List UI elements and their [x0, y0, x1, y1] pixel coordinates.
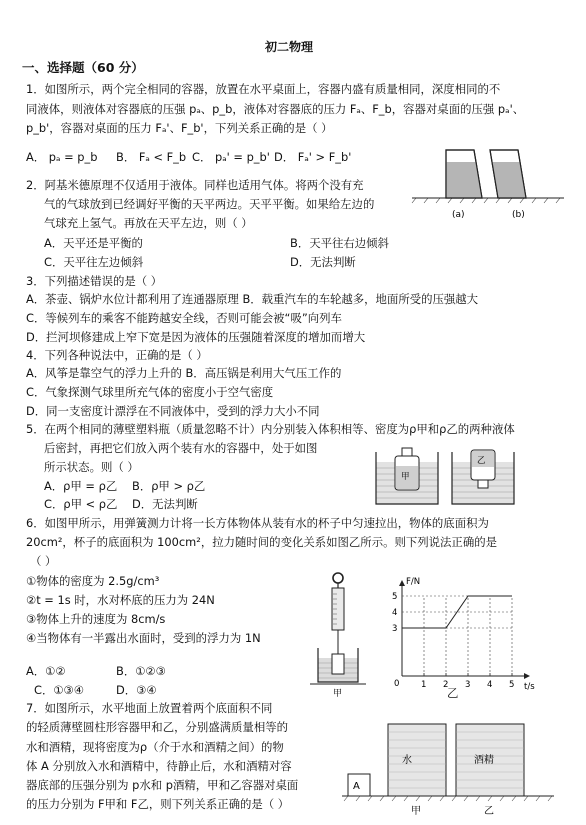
q5-bottles-figure [372, 446, 522, 510]
q6-statement-4: ④当物体有一半露出水面时，受到的浮力为 1N [26, 631, 261, 645]
graph-y-tick-5: 5 [392, 592, 398, 602]
q1-line-3: p_b'，容器对桌面的压力 Fₐ'、F_b'，下列关系正确的是（ ） [26, 121, 333, 135]
container-jia-label: 甲 [411, 806, 421, 817]
graph-y-tick-4: 4 [392, 608, 398, 618]
q3-line-2: C．等候列车的乘客不能跨越安全线，否则可能会被“吸”向列车 [26, 311, 342, 325]
fig-label-jia: 甲 [333, 689, 343, 698]
graph-y-tick-3: 3 [392, 624, 398, 634]
q7-line-3: 水和酒精，现将密度为ρ（介于水和酒精之间）的物 [26, 740, 284, 754]
graph-x-tick-1: 1 [421, 680, 427, 690]
q2-line-3: 气球充上氢气。再放在天平左边，则（ ） [44, 216, 253, 230]
q7-line-5: 器底部的压强分别为 p水和 p酒精，甲和乙容器对桌面 [26, 778, 299, 792]
block-a-label: A [353, 781, 360, 792]
graph-x-tick-3: 3 [465, 680, 471, 690]
q4-line-2: C．气象探测气球里所充气体的密度小于空气密度 [26, 385, 274, 399]
q3-line-3: D．拦河坝修建成上窄下宽是因为液体的压强随着深度的增加而增大 [26, 330, 366, 344]
q5-line-2: 后密封，再把它们放入两个装有水的容器中，处于如图 [44, 441, 318, 455]
q7-line-1: 7．如图所示，水平地面上放置着两个底面积不同 [26, 701, 273, 715]
graph-x-axis-label: t/s [524, 682, 535, 692]
q5-line-1: 5．在两个相同的薄壁塑料瓶（质量忽略不计）内分别装入体积相等、密度为ρ甲和ρ乙的两种液体 [26, 422, 515, 436]
q3-line-1: A．茶壶、锅炉水位计都利用了连通器原理 B．载重汽车的车轮越多，地面所受的压强越大 [26, 292, 479, 306]
q2-option-d: D．无法判断 [290, 255, 356, 269]
q1-option-a: A． pₐ = p_b [26, 150, 98, 164]
q1-option-c: C． pₐ' = p_b' [192, 150, 270, 164]
q3-stem: 3．下列描述错误的是（ ） [26, 274, 163, 288]
bottle-yi-label: 乙 [477, 456, 486, 466]
bottle-jia-label: 甲 [401, 472, 410, 482]
page-title: 初二物理 [265, 40, 314, 54]
q5-option-a: A．ρ甲 = ρ乙 [44, 479, 118, 493]
graph-x-tick-5: 5 [509, 680, 515, 690]
q6-line-2: 20cm²，杯子的底面积为 100cm²，拉力随时间的变化关系如图乙所示。则下列说法正确的是 [26, 535, 497, 549]
q2-line-2: 气的气球放到已经调好平衡的天平两边。天平平衡。如果给左边的 [44, 197, 375, 211]
fig-label-b: (b) [512, 210, 525, 220]
q6-statement-1: ①物体的密度为 2.5g/cm³ [26, 574, 160, 588]
q4-line-1: A．风筝是靠空气的浮力上升的 B．高压锅是利用大气压工作的 [26, 366, 342, 380]
q1-containers-figure [408, 140, 568, 222]
q6-line-3: （ ） [30, 554, 57, 568]
q7-line-6: 的压力分别为 F甲和 F乙，则下列关系正确的是（ ） [26, 797, 290, 811]
q5-option-b: B．ρ甲 > ρ乙 [132, 479, 206, 493]
q7-line-4: 体 A 分别放入水和酒精中，待静止后，水和酒精对容 [26, 759, 292, 773]
q6-option-a: A．①② [26, 664, 66, 678]
graph-origin: 0 [394, 679, 400, 689]
q2-option-a: A．天平还是平衡的 [44, 236, 143, 250]
q2-option-c: C．天平往左边倾斜 [44, 255, 144, 269]
graph-y-axis-label: F/N [406, 577, 421, 587]
section-heading: 一、选择题（60 分） [22, 60, 144, 75]
graph-y-arrow-icon [399, 580, 405, 586]
graph-x-tick-4: 4 [487, 680, 493, 690]
q7-line-2: 的轻质薄壁圆柱形容器甲和乙，分别盛满质量相等的 [26, 720, 288, 734]
water-label: 水 [402, 755, 412, 766]
q1-option-b: B． Fₐ < F_b [116, 150, 187, 164]
q1-line-2: 同液体，则液体对容器底的压强 pₐ、p_b，液体对容器底的压力 Fₐ、F_b，容器对桌面的压强 pₐ'、 [26, 102, 525, 116]
q1-line-1: 1．如图所示，两个完全相同的容器，放置在水平桌面上，容器内盛有质量相同，深度相同的不 [26, 82, 501, 96]
fig-label-a: (a) [452, 210, 465, 220]
q4-line-3: D．同一支密度计漂浮在不同液体中，受到的浮力大小不同 [26, 404, 320, 418]
q6-force-time-graph [376, 572, 546, 692]
q6-statement-2: ②t = 1s 时，水对杯底的压力为 24N [26, 593, 215, 607]
q2-option-b: B．天平往右边倾斜 [290, 236, 389, 250]
q2-line-1: 2．阿基米德原理不仅适用于液体。同样也适用气体。将两个没有充 [26, 178, 364, 192]
q5-option-d: D．无法判断 [132, 497, 198, 511]
alcohol-label: 酒精 [474, 755, 494, 766]
graph-x-tick-2: 2 [443, 680, 449, 690]
q6-option-d: D．③④ [116, 683, 157, 697]
q5-option-c: C．ρ甲 < ρ乙 [44, 497, 118, 511]
q7-containers-figure [340, 716, 560, 825]
q5-line-3: 所示状态。则（ ） [44, 460, 139, 474]
q6-option-c: C．①③④ [34, 683, 84, 697]
q4-stem: 4．下列各种说法中，正确的是（ ） [26, 348, 208, 362]
q6-line-1: 6．如图甲所示，用弹簧测力计将一长方体物体从装有水的杯子中匀速拉出，物体的底面积为 [26, 516, 489, 530]
q6-spring-scale-figure [306, 568, 370, 698]
q6-statement-3: ③物体上升的速度为 8cm/s [26, 612, 166, 626]
graph-x-arrow-icon [524, 673, 530, 679]
q6-option-b: B．①②③ [116, 664, 166, 678]
q1-option-d: D． Fₐ' > F_b' [274, 150, 352, 164]
fig-label-yi: 乙 [447, 686, 459, 700]
container-yi-label: 乙 [484, 806, 494, 817]
